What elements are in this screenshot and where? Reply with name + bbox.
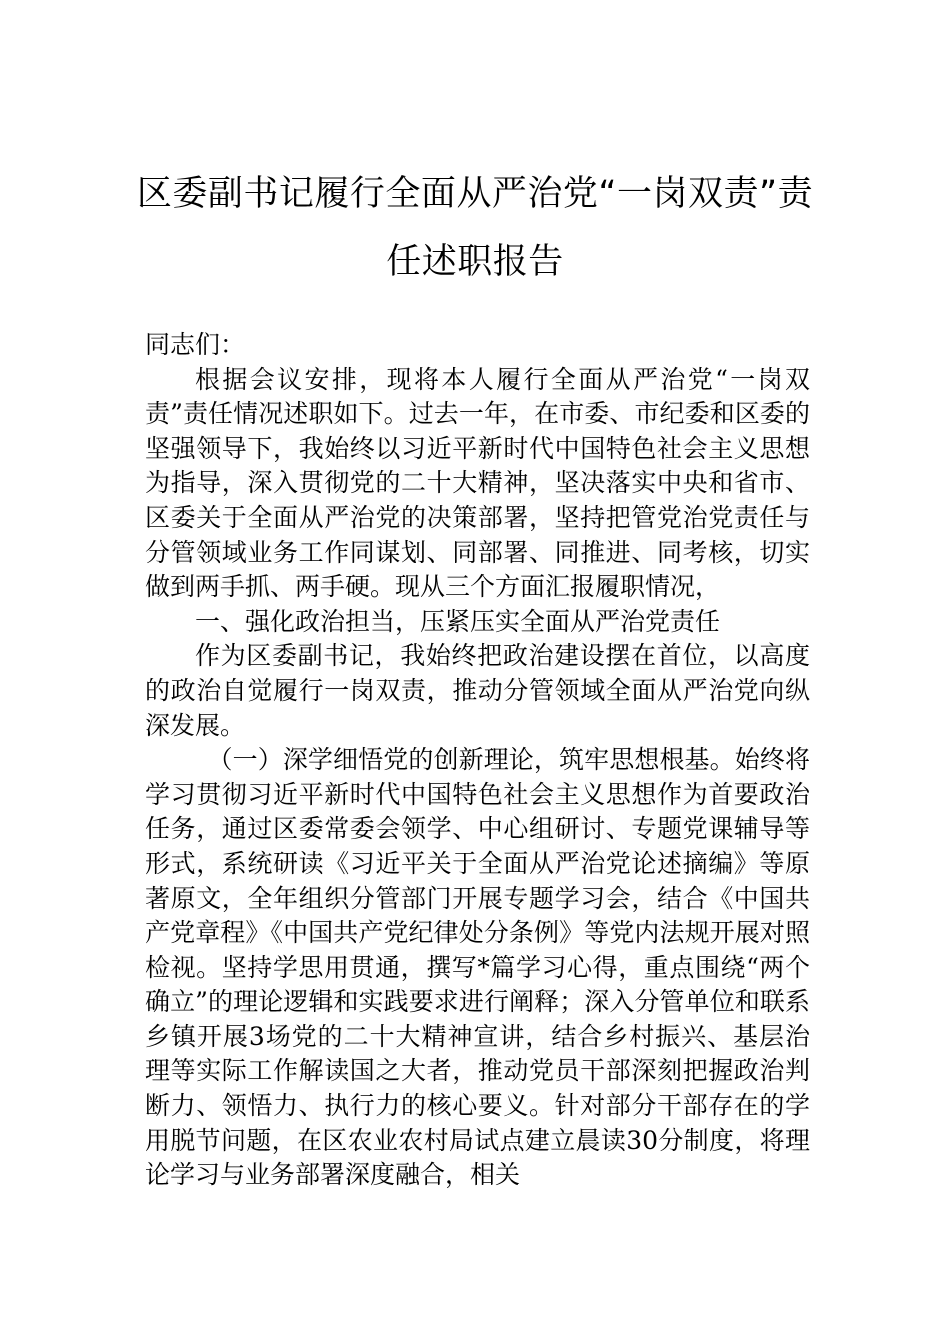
salutation: 同志们：: [145, 330, 246, 359]
section-1-heading: 一、强化政治担当，压紧压实全面从严治党责任: [195, 606, 721, 636]
section-1-intro-paragraph: 作为区委副书记，我始终把政治建设摆在首位，以高度的政治自觉履行一岗双责，推动分管领域全面从严治党向纵深发展。: [145, 641, 810, 740]
title-line-1: 区委副书记履行全面从严治党“一岗双责”责: [136, 174, 814, 214]
document-body: [145, 328, 810, 1193]
intro-paragraph: 根据会议安排，现将本人履行全面从严治党“一岗双责”责任情况述职如下。过去一年，在市委、市纪委和区委的坚强领导下，我始终以习近平新时代中国特色社会主义思想为指导，深入贯彻党的二十大精神，坚决落实中央和省市、区委关于全面从严治党的决策部署，坚持把管党治党责任与分管领域业务工作同谋划、同部署、同推进、同考核，切实做到两手抓、两手硬。现从三个方面汇报履职情况，: [145, 364, 810, 602]
document-title: [130, 160, 820, 296]
section-1-item-1-paragraph: （一）深学细悟党的创新理论，筑牢思想根基。始终将学习贯彻习近平新时代中国特色社会主义思想作为首要政治任务，通过区委常委会领学、中心组研讨、专题党课辅导等形式，系统研读《习近平关于全面从严治党论述摘编》等原著原文，全年组织分管部门开展专题学习会，结合《中国共产党章程》《中国共产党纪律处分条例》等党内法规开展对照检视。坚持学思用贯通，撰写*篇学习心得，重点围绕“两个确立”的理论逻辑和实践要求进行阐释；深入分管单位和联系乡镇开展3场党的二十大精神宣讲，结合乡村振兴、基层治理等实际工作解读国之大者，推动党员干部深刻把握政治判断力、领悟力、执行力的核心要义。针对部分干部存在的学用脱节问题，在区农业农村局试点建立晨读30分制度，将理论学习与业务部署深度融合，相关: [145, 745, 810, 1190]
title-line-2: 任述职报告: [386, 242, 564, 282]
